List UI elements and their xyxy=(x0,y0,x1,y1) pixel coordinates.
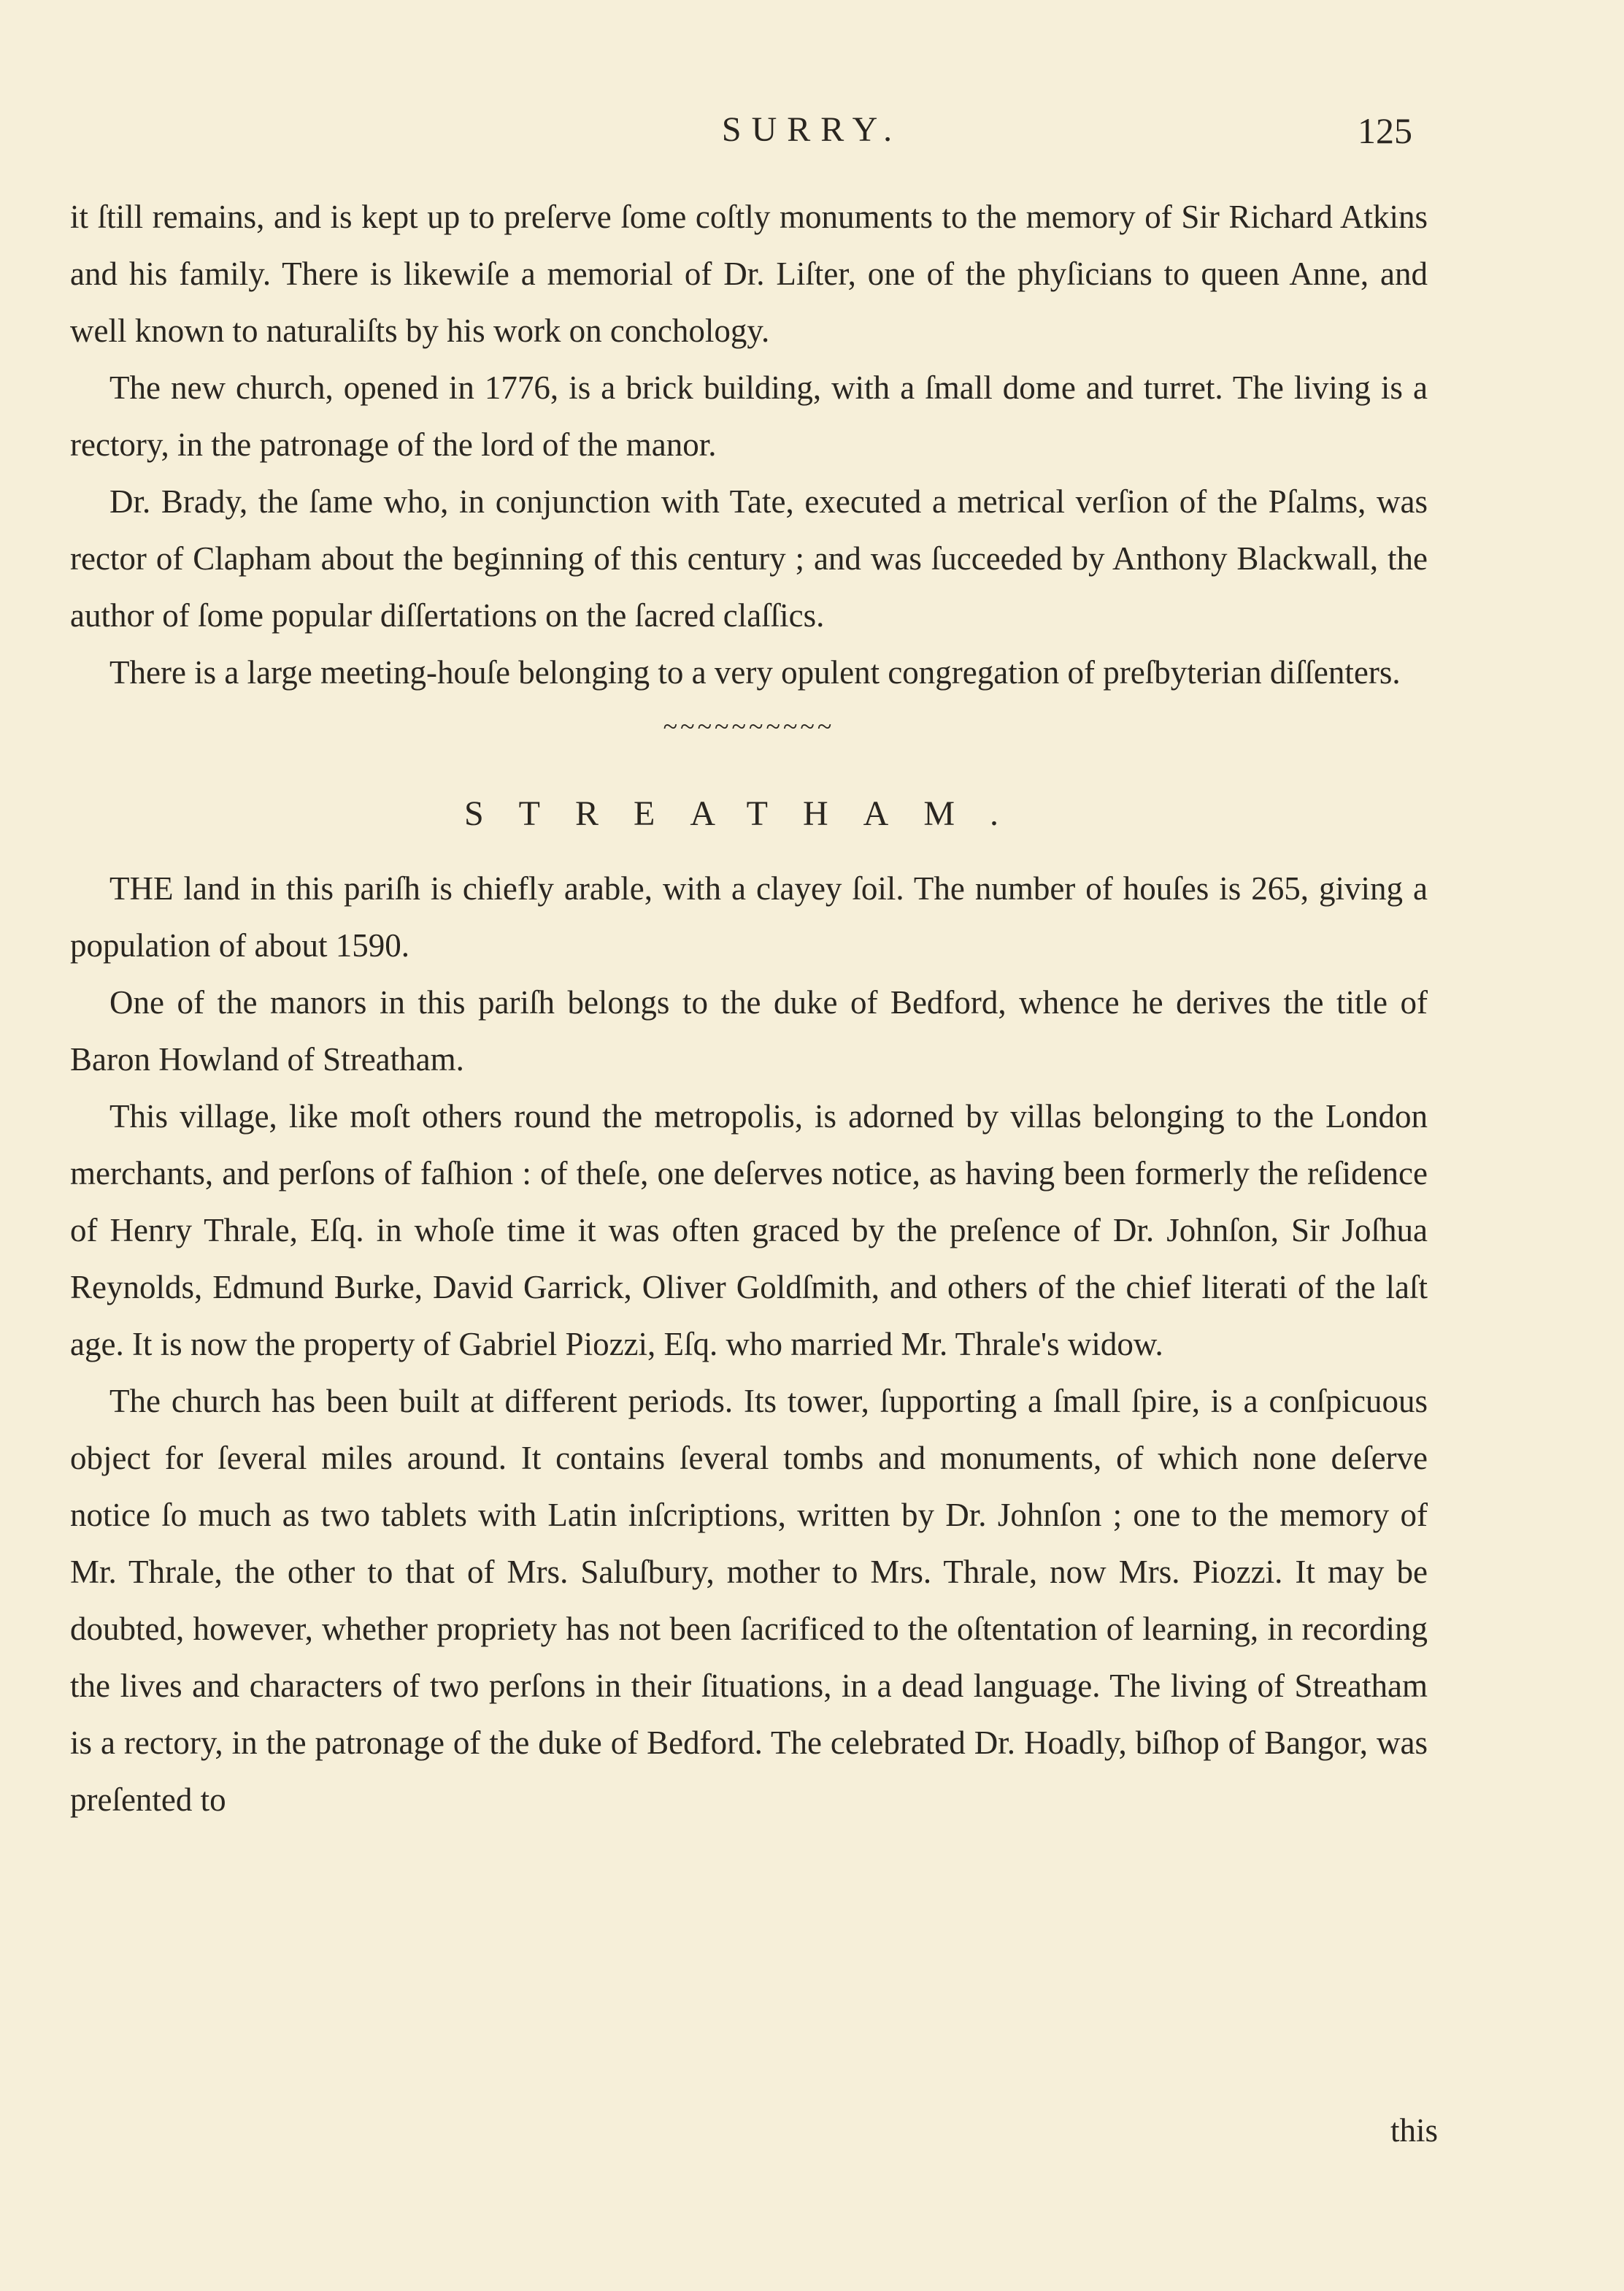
paragraph: The church has been built at different periods. Its tower, ſupporting a ſmall ſpire, is a conſpicuous object for ſeveral miles around. It contains ſeveral tombs and monuments, of which none deſerve notice ſo much as two tablets with Latin inſcriptions, written by Dr. Johnſon ; one to the memory of Mr. Thrale, the other to that of Mrs. Saluſbury, mother to Mrs. Thrale, now Mrs. Piozzi. It may be doubted, however, whether propriety has not been ſacrificed to the oſtentation of learning, in recording the lives and characters of two perſons in their ſituations, in a dead language. The living of Streatham is a rectory, in the patronage of the duke of Bedford. The celebrated Dr. Hoadly, biſhop of Bangor, was preſented to xyxy=(70,1383,1428,1818)
paragraph: Dr. Brady, the ſame who, in conjunction with Tate, executed a metrical verſion of the Pſalms, was rector of Clapham about the beginning of this century ; and was ſucceeded by Anthony Blackwall, the author of ſome popular diſſertations on the ſacred claſſics. xyxy=(70,483,1428,634)
running-title: SURRY. xyxy=(721,110,903,149)
paragraph: This village, like moſt others round the metropolis, is adorned by villas belonging to the London merchants, and perſons of faſhion : of theſe, one deſerves notice, as having been formerly the reſidence of Henry Thrale, Eſq. in whoſe time it was often graced by the preſence of Dr. Johnſon, Sir Joſhua Reynolds, Edmund Burke, David Garrick, Oliver Goldſmith, and others of the chief literati of the laſt age. It is now the property of Gabriel Piozzi, Eſq. who married Mr. Thrale's widow. xyxy=(70,1098,1428,1362)
body-text xyxy=(70,188,1428,1828)
section-heading: STREATHAM. xyxy=(463,794,1034,833)
page-number: 125 xyxy=(1358,110,1412,151)
paragraph: One of the manors in this pariſh belongs to the duke of Bedford, whence he derives the title of Baron Howland of Streatham. xyxy=(70,984,1428,1078)
ornament-divider: ~~~~~~~~~~ xyxy=(663,712,835,741)
catchword: this xyxy=(1390,2112,1438,2149)
paragraph: THE land in this pariſh is chiefly arable, with a clayey ſoil. The number of houſes is 265, giving a population of about 1590. xyxy=(70,870,1428,964)
paragraph: it ſtill remains, and is kept up to preſerve ſome coſtly monuments to the memory of Sir Richard Atkins and his family. There is likewiſe a memorial of Dr. Liſter, one of the phyſicians to queen Anne, and well known to naturaliſts by his work on conchology. xyxy=(70,199,1428,349)
paragraph: The new church, opened in 1776, is a brick building, with a ſmall dome and turret. The living is a rectory, in the patronage of the lord of the manor. xyxy=(70,369,1428,463)
paragraph: There is a large meeting-houſe belonging to a very opulent congregation of preſbyterian diſſenters. xyxy=(109,654,1401,691)
